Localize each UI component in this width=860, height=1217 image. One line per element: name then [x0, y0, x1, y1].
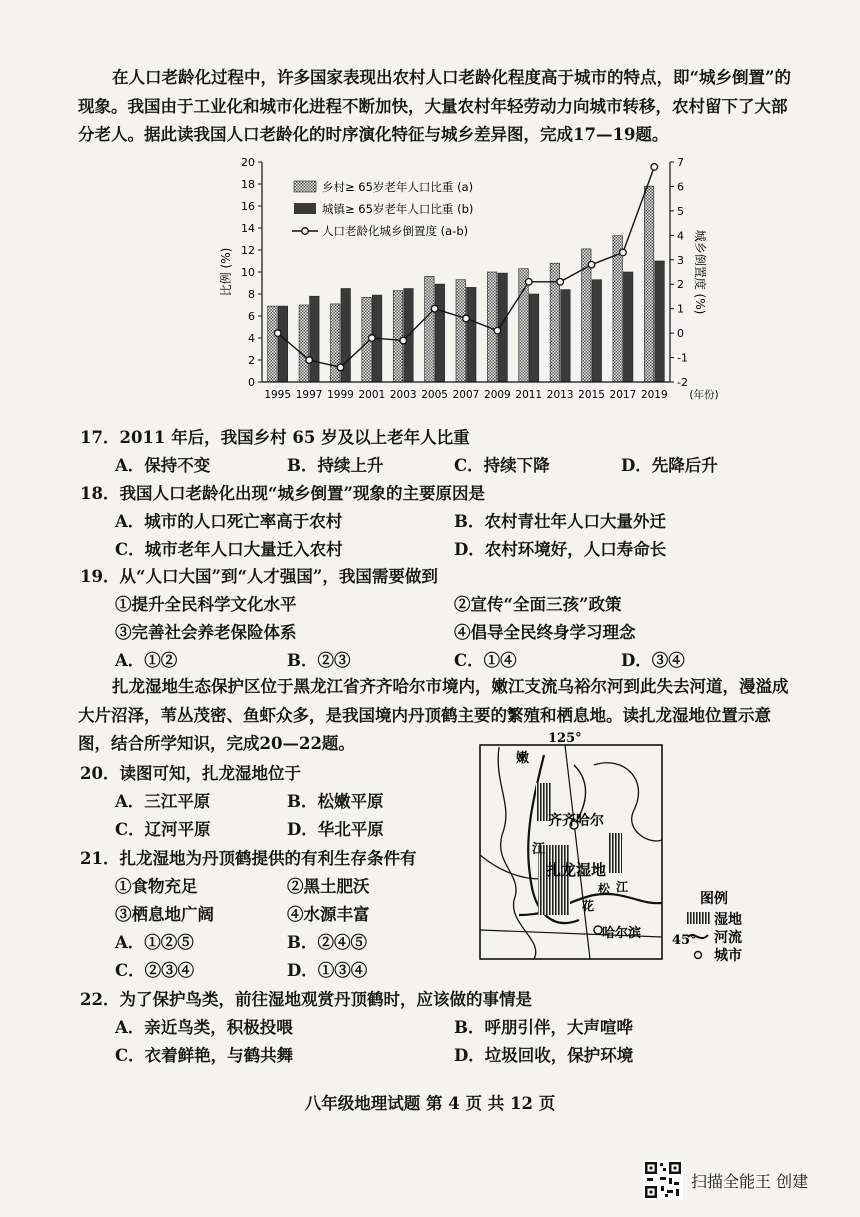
- x-tick-label-1999: 1999: [327, 389, 354, 401]
- inversion-point-2007: [463, 315, 470, 322]
- page-footer: 八年级地理试题 第 4 页 共 12 页: [304, 1094, 556, 1113]
- q21-item-4: ④水源丰富: [287, 905, 370, 924]
- bar-rural-2019: [644, 186, 654, 382]
- y-tick-label-2: 2: [248, 354, 255, 367]
- q19-option-c: C．①④: [454, 651, 517, 670]
- bar-rural-1995: [268, 306, 278, 382]
- legend-urban-swatch: [294, 203, 316, 214]
- q18-option-a: A．城市的人口死亡率高于农村: [115, 512, 343, 531]
- question-17-stem: 17．2011 年后，我国乡村 65 岁及以上老年人比重: [80, 428, 470, 447]
- legend-city-label: 城市: [714, 948, 742, 964]
- y-tick-label-4: 4: [248, 332, 255, 345]
- inversion-point-2011: [525, 278, 532, 285]
- q19-option-a: A．①②: [115, 651, 178, 670]
- q17-option-d: D．先降后升: [621, 456, 718, 475]
- q19-option-b: B．②③: [287, 651, 351, 670]
- q19-option-d: D．③④: [621, 651, 685, 670]
- aging-chart: [206, 150, 719, 412]
- q22-option-a: A．亲近鸟类，积极投喂: [115, 1018, 293, 1037]
- q21-option-b: B．②④⑤: [287, 933, 367, 952]
- y2-tick-label-3: 3: [677, 253, 684, 267]
- x-tick-label-2009: 2009: [484, 389, 511, 401]
- zhalong-label: 扎龙湿地: [546, 861, 607, 879]
- harbin-label: 哈尔滨: [602, 926, 642, 941]
- q21-item-2: ②黑土肥沃: [287, 877, 370, 896]
- q17-option-a: A．保持不变: [115, 456, 211, 475]
- bar-urban-2007: [467, 287, 477, 382]
- q21-item-3: ③栖息地广阔: [115, 905, 214, 924]
- question-22-stem: 22．为了保护鸟类，前往湿地观赏丹顶鹤时，应该做的事情是: [80, 990, 532, 1009]
- bar-rural-1997: [299, 305, 309, 382]
- x-tick-label-2005: 2005: [421, 389, 448, 401]
- bar-urban-2005: [435, 284, 445, 382]
- y-tick-label-12: 12: [241, 244, 255, 257]
- longitude-label: 125°: [548, 731, 582, 746]
- y2-axis-title: 城乡倒置度 (%): [693, 229, 707, 315]
- x-axis-title: (年份): [689, 389, 719, 401]
- zhalong-location-map: [474, 725, 764, 985]
- y2-tick-label-6: 6: [677, 180, 684, 194]
- inversion-point-2019: [651, 164, 658, 171]
- bar-rural-2007: [456, 280, 466, 382]
- legend-line-label: 人口老龄化城乡倒置度 (a-b): [322, 224, 469, 238]
- boundary-line-east: [594, 763, 662, 841]
- x-tick-label-2019: 2019: [640, 389, 668, 401]
- legend-wetland-label: 湿地: [714, 912, 742, 928]
- q19-item-2: ②宣传“全面三孩”政策: [454, 595, 622, 614]
- question-19-stem: 19．从“人口大国”到“人才强国”，我国需要做到: [80, 567, 438, 586]
- x-tick-label-2015: 2015: [578, 389, 605, 401]
- river-label-jiang: 江: [532, 842, 546, 857]
- scanner-watermark: [643, 1160, 843, 1200]
- bar-rural-2005: [425, 276, 435, 382]
- q21-option-c: C．②③④: [115, 961, 195, 980]
- bar-urban-2015: [592, 280, 602, 382]
- q19-item-1: ①提升全民科学文化水平: [115, 595, 297, 614]
- question-20-stem: 20．读图可知，扎龙湿地位于: [80, 764, 301, 783]
- bar-urban-2017: [623, 272, 633, 382]
- y-tick-label-16: 16: [241, 200, 255, 213]
- legend-urban-label: 城镇≥ 65岁老年人口比重 (b): [322, 202, 474, 216]
- q20-option-d: D．华北平原: [287, 820, 384, 839]
- y2-tick-label-5: 5: [677, 204, 684, 218]
- river-label-nen: 嫩: [516, 751, 530, 766]
- river-label-jiang2: 江: [616, 880, 629, 894]
- latitude-label: 45°: [672, 933, 697, 948]
- inversion-point-2003: [400, 337, 407, 344]
- q18-option-d: D．农村环境好，人口寿命长: [454, 540, 667, 559]
- q20-option-b: B．松嫩平原: [287, 792, 384, 811]
- question-18-stem: 18．我国人口老龄化出现“城乡倒置”现象的主要原因是: [80, 484, 485, 503]
- q20-option-a: A．三江平原: [115, 792, 211, 811]
- x-tick-label-2017: 2017: [609, 389, 637, 401]
- y-tick-label-8: 8: [248, 288, 255, 301]
- legend-city-swatch: [695, 952, 702, 959]
- y-tick-label-14: 14: [241, 222, 255, 235]
- q21-item-1: ①食物充足: [115, 877, 198, 896]
- x-tick-label-2001: 2001: [358, 389, 386, 401]
- y2-tick-label-1: 1: [677, 302, 684, 316]
- q21-option-a: A．①②⑤: [115, 933, 194, 952]
- wetland-area-east: [608, 833, 622, 873]
- q17-option-b: B．持续上升: [287, 456, 384, 475]
- boundary-line: [498, 747, 536, 959]
- q19-item-3: ③完善社会养老保险体系: [115, 623, 297, 642]
- qr-code-icon: [643, 1160, 683, 1200]
- inversion-point-2005: [431, 305, 438, 312]
- bar-urban-2019: [655, 261, 665, 382]
- q17-option-c: C．持续下降: [454, 456, 550, 475]
- x-tick-label-1995: 1995: [264, 389, 292, 401]
- bar-urban-1995: [278, 306, 288, 382]
- bar-rural-2017: [613, 236, 623, 382]
- scanner-watermark-text: 扫描全能王 创建: [691, 1172, 809, 1191]
- inversion-point-1999: [337, 364, 344, 371]
- legend-wetland-swatch: [686, 912, 710, 924]
- x-tick-label-2011: 2011: [515, 389, 543, 401]
- q22-option-d: D．垃圾回收，保护环境: [454, 1046, 634, 1065]
- y-tick-label-18: 18: [241, 178, 255, 191]
- y-tick-label-10: 10: [241, 266, 255, 279]
- question-21-stem: 21．扎龙湿地为丹顶鹤提供的有利生存条件有: [80, 849, 417, 868]
- legend-rural-swatch: [294, 181, 316, 192]
- x-tick-label-2013: 2013: [546, 389, 574, 401]
- inversion-point-2015: [588, 261, 595, 268]
- q19-item-4: ④倡导全民终身学习理念: [454, 623, 636, 642]
- y2-tick-label-7: 7: [677, 156, 684, 169]
- legend-title: 图例: [700, 891, 728, 907]
- qiqihar-label: 齐齐哈尔: [548, 813, 604, 829]
- intro-paragraph-17-19: 在人口老龄化过程中，许多国家表现出农村人口老龄化程度高于城市的特点，即“城乡倒置”的现象。我国由于工业化和城市化进程不断加快，大量农村年轻劳动力向城市转移，农村留下了大部分老人。据此读我国人口老龄化的时序演化特征与城乡差异图，完成17—19题。: [78, 68, 791, 144]
- y-tick-label-20: 20: [241, 156, 255, 169]
- bar-urban-2011: [529, 294, 539, 382]
- y2-tick-label-2: 2: [677, 278, 684, 292]
- intro-paragraph-20-22: 扎龙湿地生态保护区位于黑龙江省齐齐哈尔市境内，嫩江支流乌裕尔河到此失去河道，漫溢成大片沼泽，苇丛茂密、鱼虾众多，是我国境内丹顶鹤主要的繁殖和栖息地。读扎龙湿地位置示意图，结合所学知识，完成20—22题。: [78, 677, 789, 753]
- y-tick-label-6: 6: [248, 310, 255, 323]
- q20-option-c: C．辽河平原: [115, 820, 211, 839]
- inversion-point-1995: [274, 330, 281, 337]
- y2-tick-label-0: 0: [677, 327, 684, 341]
- bar-rural-2003: [393, 291, 403, 382]
- q22-option-c: C．衣着鲜艳，与鹤共舞: [115, 1046, 294, 1065]
- x-tick-label-1997: 1997: [295, 389, 323, 401]
- q22-option-b: B．呼朋引伴，大声喧哗: [454, 1018, 633, 1037]
- inversion-point-1997: [306, 357, 313, 364]
- inversion-point-2013: [557, 278, 564, 285]
- x-tick-label-2007: 2007: [452, 389, 480, 401]
- bar-urban-1997: [310, 296, 320, 382]
- legend-line-marker: [302, 228, 309, 235]
- q21-option-d: D．①③④: [287, 961, 368, 980]
- y-axis-title: 比例 (%): [219, 247, 233, 297]
- y-tick-label-0: 0: [248, 376, 255, 389]
- legend-rural-label: 乡村≥ 65岁老年人口比重 (a): [322, 180, 474, 194]
- legend-river-label: 河流: [714, 930, 742, 946]
- inversion-point-2001: [369, 335, 376, 342]
- q18-option-c: C．城市老年人口大量迁入农村: [115, 540, 343, 559]
- x-tick-label-2003: 2003: [389, 389, 417, 401]
- inversion-point-2017: [620, 249, 627, 256]
- river-label-hua: 花: [582, 899, 595, 913]
- q18-option-b: B．农村青壮年人口大量外迁: [454, 512, 666, 531]
- inversion-point-2009: [494, 327, 501, 334]
- y2-tick-label-4: 4: [677, 229, 684, 243]
- y2-tick-label--2: -2: [677, 376, 688, 389]
- harbin-city-icon: [594, 926, 602, 934]
- bar-urban-2013: [561, 290, 571, 382]
- river-label-song: 松: [598, 882, 611, 896]
- y2-tick-label--1: -1: [677, 351, 688, 365]
